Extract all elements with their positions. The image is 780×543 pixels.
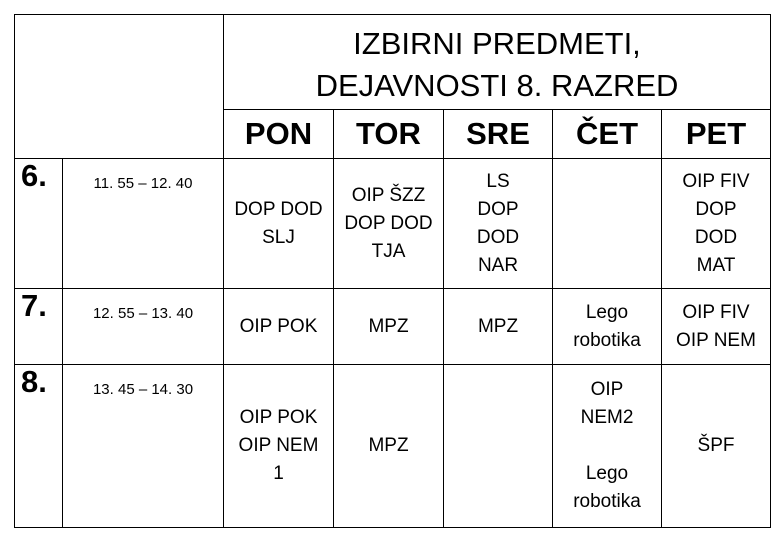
subject-line: DOP	[477, 198, 519, 220]
subject-line: NAR	[477, 254, 519, 276]
subject-line: MPZ	[477, 315, 519, 337]
subject-line: OIP FIV	[682, 301, 750, 323]
subject-line: MAT	[696, 254, 736, 276]
schedule-cell	[224, 159, 334, 289]
subject-line: DOP	[695, 198, 737, 220]
subject-line: OIP NEM	[676, 329, 756, 351]
subject-line: OIP FIV	[682, 170, 750, 192]
schedule-cell	[224, 289, 334, 365]
period-number: 6.	[15, 159, 63, 289]
day-header-sre: SRE	[444, 110, 553, 159]
subject-line: Lego	[585, 301, 629, 323]
schedule-cell	[334, 159, 444, 289]
period-time: 13. 45 – 14. 30	[63, 365, 224, 528]
subject-line: LS	[486, 170, 510, 192]
schedule-cell	[553, 365, 662, 528]
subject-line: ŠPF	[697, 435, 735, 456]
day-header-pet: PET	[662, 110, 771, 159]
subject-line: OIP POK	[239, 315, 318, 337]
schedule-cell	[224, 365, 334, 528]
schedule-cell	[444, 365, 553, 528]
subject-line: DOP DOD	[234, 198, 323, 220]
title-line-2: DEJAVNOSTI 8. RAZRED	[315, 68, 679, 103]
subject-line: 1	[273, 463, 284, 484]
title-line-1: IZBIRNI PREDMETI,	[353, 26, 641, 61]
period-number: 8.	[15, 365, 63, 528]
subject-line: MPZ	[368, 435, 409, 456]
schedule-row	[15, 289, 771, 365]
subject-line: OIP POK	[239, 407, 318, 428]
subject-line: robotika	[573, 329, 641, 351]
schedule-cell	[553, 289, 662, 365]
schedule-cell	[662, 365, 771, 528]
schedule-cell	[444, 159, 553, 289]
subject-line: DOP DOD	[344, 212, 433, 234]
schedule-cell	[444, 289, 553, 365]
day-header-cet: ČET	[553, 110, 662, 159]
schedule-cell	[662, 159, 771, 289]
corner-cell	[15, 15, 224, 159]
subject-line: OIP ŠZZ	[351, 184, 426, 206]
subject-line: OIP	[590, 379, 624, 400]
schedule-title	[224, 15, 771, 110]
schedule-cell	[334, 289, 444, 365]
period-number: 7.	[15, 289, 63, 365]
schedule-row	[15, 365, 771, 528]
schedule-cell	[662, 289, 771, 365]
subject-line: MPZ	[368, 315, 409, 337]
subject-line: OIP NEM	[238, 435, 319, 456]
day-header-pon: PON	[224, 110, 334, 159]
schedule-row	[15, 159, 771, 289]
subject-line: TJA	[371, 240, 406, 262]
subject-line: DOD	[694, 226, 738, 248]
schedule-cell	[334, 365, 444, 528]
subject-line: SLJ	[262, 226, 295, 248]
subject-line	[553, 432, 661, 460]
period-time: 12. 55 – 13. 40	[63, 289, 224, 365]
subject-line: Lego	[585, 463, 629, 484]
subject-line: DOD	[476, 226, 520, 248]
schedule-table	[14, 14, 771, 528]
day-header-tor: TOR	[334, 110, 444, 159]
subject-line: NEM2	[580, 407, 634, 428]
period-time: 11. 55 – 12. 40	[63, 159, 224, 289]
subject-line: robotika	[573, 491, 641, 512]
schedule-cell	[553, 159, 662, 289]
